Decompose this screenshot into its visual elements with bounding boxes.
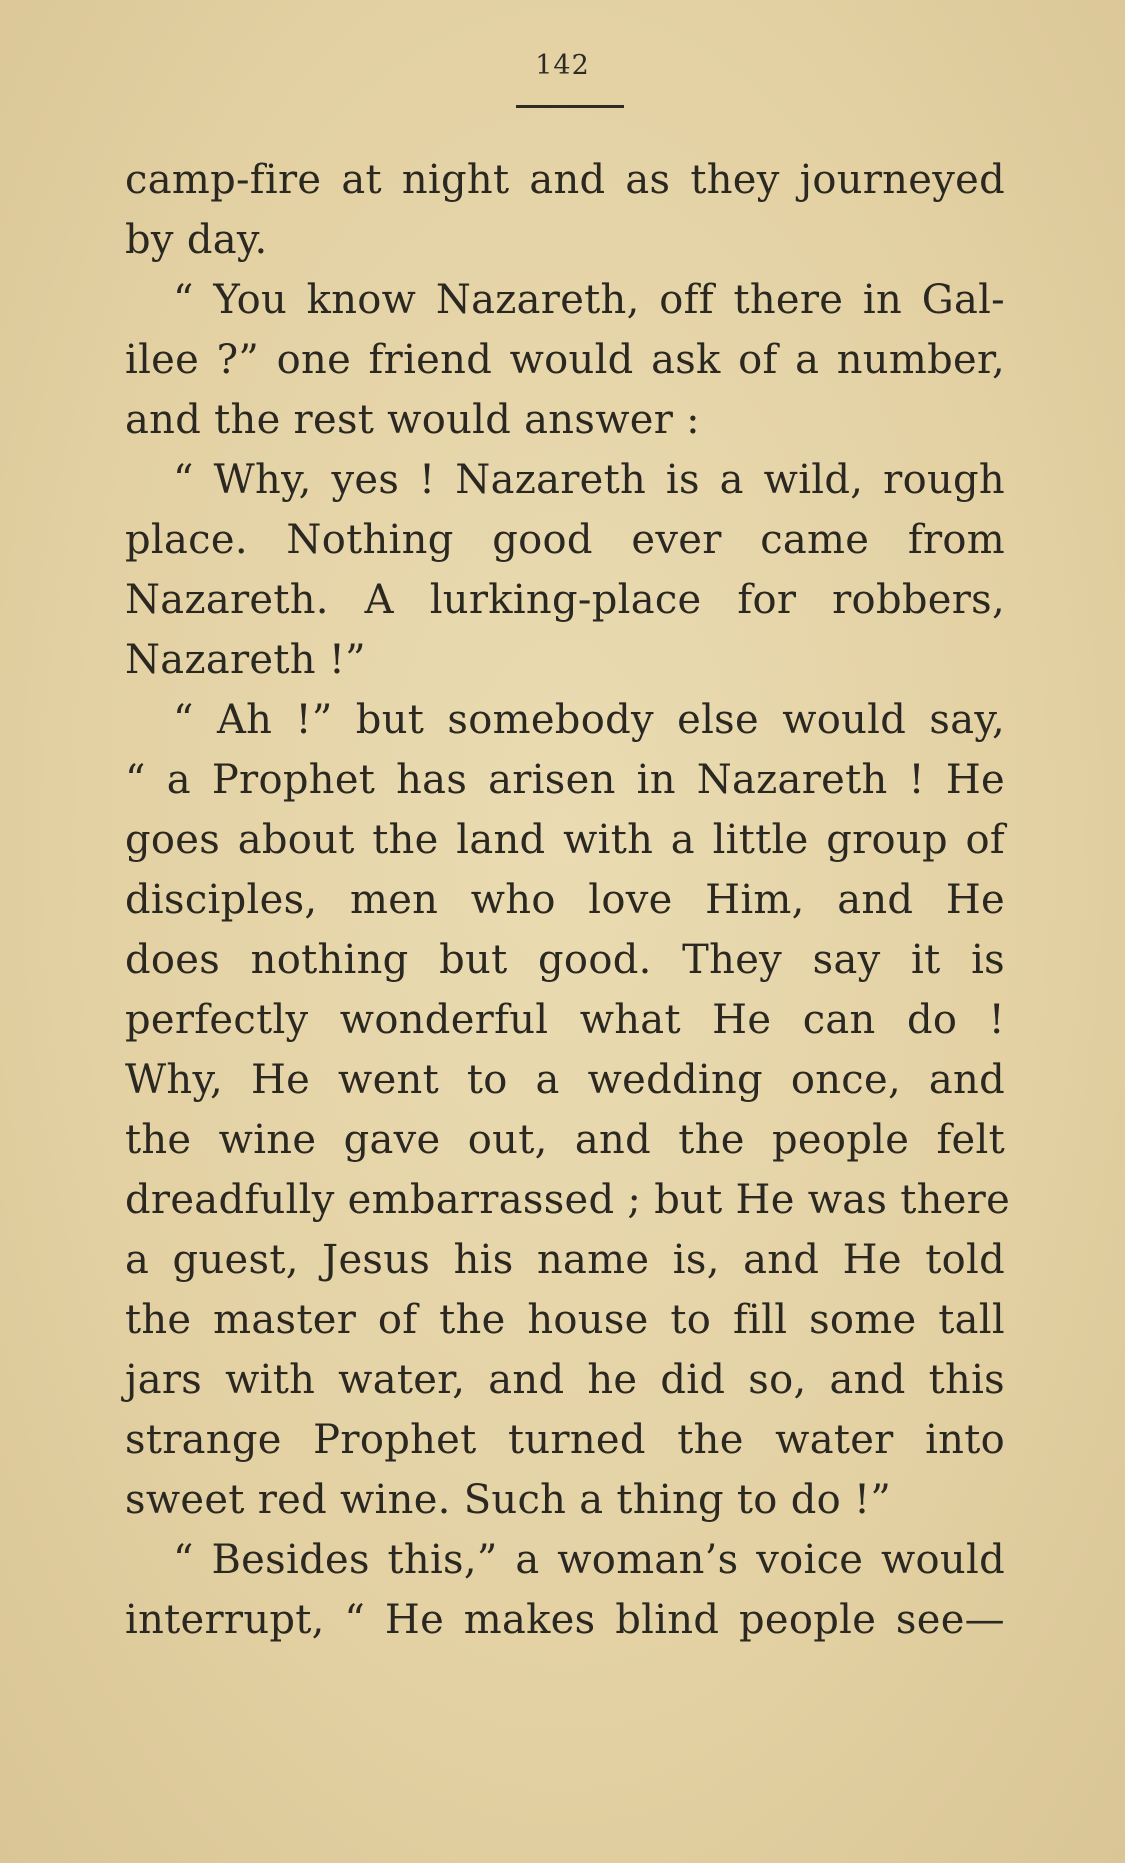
text-line: “ a Prophet has arisen in Nazareth ! He [125,757,1005,803]
text-line: dreadfully embarrassed ; but He was there [125,1177,1011,1223]
text-line: “ Besides this,” a woman’s voice would [173,1537,1005,1583]
text-line: perfectly wonderful what He can do ! [125,997,1005,1043]
text-line: strange Prophet turned the water into [125,1417,1005,1463]
header-rule [516,105,624,108]
text-line: “ You know Nazareth, off there in Gal- [173,277,1005,323]
text-line: place. Nothing good ever came from [125,517,1005,563]
page-number: 142 [535,50,590,81]
text-line: goes about the land with a little group of [125,817,1005,863]
text-line: by day. [125,217,268,263]
text-line: ilee ?” one friend would ask of a number, [125,337,1005,383]
text-line: jars with water, and he did so, and this [125,1357,1005,1403]
text-line: the master of the house to fill some tall [125,1297,1005,1343]
text-line: a guest, Jesus his name is, and He told [125,1237,1005,1283]
body-text [125,150,1011,1650]
text-line: “ Ah !” but somebody else would say, [173,697,1005,743]
text-line: and the rest would answer : [125,397,700,443]
text-line: does nothing but good. They say it is [125,937,1005,983]
text-line: sweet red wine. Such a thing to do !” [125,1477,892,1523]
text-line: Why, He went to a wedding once, and [125,1057,1005,1103]
text-line: camp-fire at night and as they journeyed [125,157,1005,203]
text-line: disciples, men who love Him, and He [125,877,1005,923]
text-line: Nazareth. A lurking-place for robbers, [125,577,1005,623]
text-line: “ Why, yes ! Nazareth is a wild, rough [173,457,1005,503]
text-line: interrupt, “ He makes blind people see— [125,1597,1005,1643]
text-line: the wine gave out, and the people felt [125,1117,1005,1163]
text-line: Nazareth !” [125,637,366,683]
